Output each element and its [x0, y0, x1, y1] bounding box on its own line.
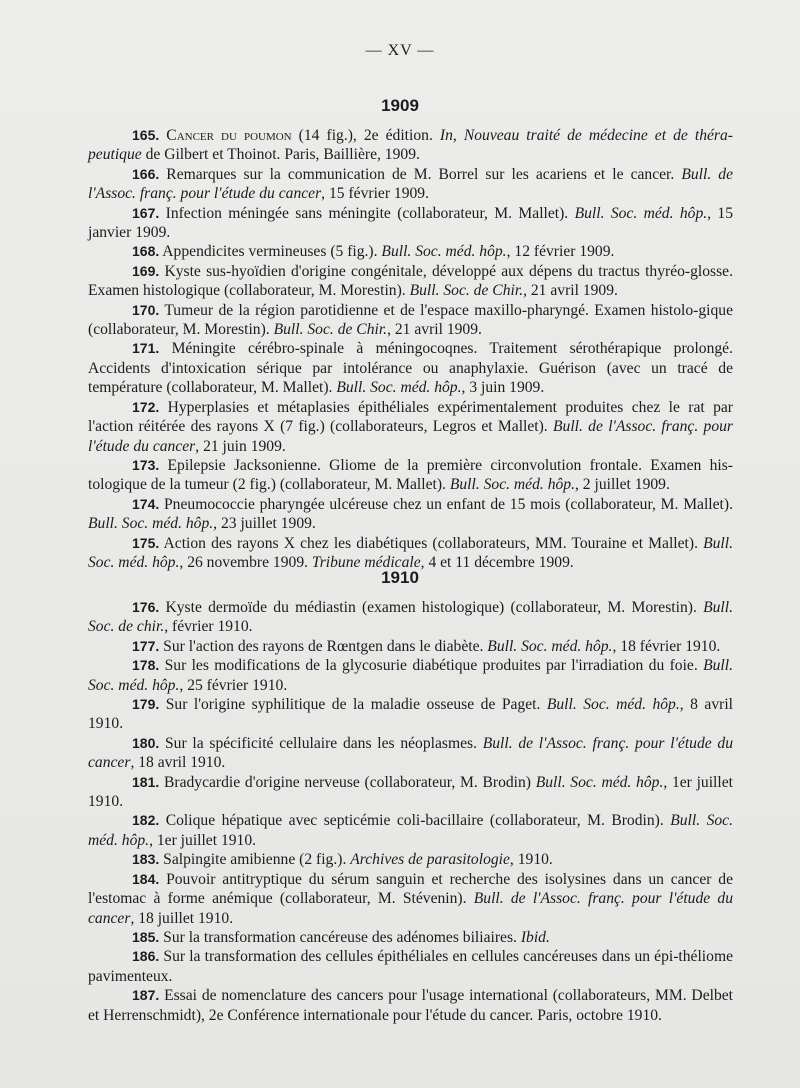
bibliography-entry: [88, 126, 733, 165]
entry-text: , 12 février 1909.: [506, 243, 615, 261]
entry-text: Action des rayons X chez les diabétiques (collaborateurs, MM. Touraine et Mallet).: [163, 534, 704, 552]
entry-number: 187.: [132, 987, 160, 1004]
journal-title: Bull. Soc. méd. hôp.: [336, 379, 462, 397]
bibliography-entry: [88, 534, 733, 573]
journal-title: Bull. de l'Assoc. franç. pour l'étude du cancer: [88, 165, 733, 203]
journal-title: Bull. Soc. méd. hôp.: [381, 243, 507, 261]
entry-number: 169.: [132, 262, 160, 279]
year-heading-1910: 1910: [381, 568, 419, 587]
entry-number: 181.: [132, 773, 160, 790]
entry-text: Infection méningée sans méningite (collaborateur, M. Mallet).: [165, 204, 575, 222]
bibliography-entry: [88, 165, 733, 204]
bibliography-entry: [88, 637, 733, 656]
entry-text: (14 fig.), 2e édition.: [291, 127, 440, 144]
journal-title: Bull. Soc. méd. hôp.: [546, 696, 680, 714]
bibliography-entry: [88, 947, 733, 986]
entry-text: , 4 et 11 décembre 1909.: [420, 553, 574, 571]
entry-text: Tumeur de la région parotidienne et de l'espace maxillo-pharyngé. Examen histolo-gique (collaborateur, M. Morestin).: [88, 301, 733, 339]
journal-title: Bull. Soc. méd. hôp.: [487, 637, 613, 655]
entry-number: 167.: [132, 204, 160, 221]
bibliography-entry: [88, 928, 733, 947]
entry-text: , 15 février 1909.: [321, 185, 429, 203]
bibliography-entry: [88, 242, 733, 261]
entry-text: Sur la spécificité cellulaire dans les néoplasmes.: [165, 734, 483, 752]
entry-text: Bradycardie d'origine nerveuse (collaborateur, M. Brodin): [163, 773, 536, 791]
bibliography-entry: [88, 398, 733, 456]
entry-text: , 21 avril 1909.: [523, 282, 618, 300]
entry-text: Sur l'origine syphilitique de la maladie osseuse de Paget.: [165, 696, 547, 714]
journal-title: Bull. Soc. de Chir.: [273, 321, 388, 339]
entries-1909: [88, 126, 733, 572]
entry-number: 178.: [132, 657, 160, 674]
entry-text: Sur l'action des rayons de Rœntgen dans le diabète.: [163, 637, 488, 655]
entry-text: Appendicites vermineuses (5 fig.).: [162, 243, 382, 261]
bibliography-entry: [88, 734, 733, 773]
bibliography-entry: [88, 850, 733, 869]
entry-number: 177.: [132, 637, 160, 654]
journal-title: Tribune médicale: [311, 553, 421, 571]
entry-number: 172.: [132, 398, 160, 415]
journal-title: Bull. Soc. méd. hôp.: [88, 657, 733, 694]
entry-number: 175.: [132, 534, 160, 551]
bibliography-entry: [88, 870, 733, 928]
journal-title: In, Nouveau traité de médecine et de théra-peutique: [88, 127, 733, 164]
entry-text: Remarques sur la communication de M. Borrel sur les acariens et le cancer.: [166, 165, 682, 183]
journal-title: Bull. Soc. méd. hôp.: [88, 515, 214, 533]
entry-text: , 21 avril 1909.: [387, 321, 482, 339]
entry-text: de Gilbert et Thoinot. Paris, Baillière, 1909.: [141, 146, 420, 164]
entry-text: Salpingite amibienne (2 fig.).: [163, 851, 351, 869]
entry-text: Kyste dermoïde du médiastin (examen histologique) (collaborateur, M. Morestin).: [165, 599, 704, 616]
entry-number: 174.: [132, 495, 160, 512]
entry-text: Méningite cérébro-spinale à méningocoqnes. Traitement sérothérapique prolongé. Accidents d'intoxication sérique par intolérance ou anaphylaxie. Guérison (avec un tracé de température (collaborateur, M. Mallet).: [88, 340, 733, 397]
journal-title: Bull. Soc. méd. hôp.: [88, 812, 733, 849]
entry-text: , 1er juillet 1910.: [88, 773, 733, 811]
entry-number: 176.: [132, 599, 160, 615]
entry-number: 183.: [132, 851, 160, 868]
entry-text: Sur la transformation cancéreuse des adénomes biliaires.: [163, 928, 521, 946]
entry-number: 166.: [132, 165, 160, 182]
entry-text: , 8 avril 1910.: [88, 696, 733, 733]
year-heading-1909: 1909: [381, 96, 419, 115]
journal-title: Bull. de l'Assoc. franç. pour l'étude du cancer: [88, 418, 733, 455]
entry-number: 182.: [132, 812, 160, 829]
journal-title: Bull. Soc. de Chir.: [409, 282, 524, 300]
bibliography-entry: [88, 773, 733, 812]
journal-title: Bull. Soc. méd. hôp.: [535, 773, 664, 791]
entry-text: Pneumococcie pharyngée ulcéreuse chez un enfant de 15 mois (collaborateur, M. Mallet).: [164, 495, 733, 513]
entry-text: , 1er juillet 1910.: [149, 831, 257, 849]
entry-text: Essai de nomenclature des cancers pour l'usage international (collaborateurs, MM. Delbet et Herrenschmidt), 2e Conférence internationale pour l'étude du cancer. Paris, octobre 1910.: [88, 987, 733, 1024]
page-number: — XV —: [365, 42, 435, 59]
entry-text: Pouvoir antitryptique du sérum sanguin et recherche des isolysines dans un cancer de l'estomac à forme anémique (collaborateur, M. Stévenin).: [88, 870, 733, 908]
entry-number: 165.: [132, 127, 160, 143]
entry-number: 173.: [132, 456, 160, 473]
bibliography-entry: [88, 339, 733, 397]
entry-text: , 2 juillet 1909.: [575, 476, 670, 494]
entry-text: Kyste sus-hyoïdien d'origine congénitale, développé aux dépens du tractus thyréo-glosse. Examen histologique (collaborateur, M. Morestin).: [88, 262, 733, 300]
entry-text: , 18 avril 1910.: [130, 754, 226, 772]
journal-title: Ibid.: [520, 928, 550, 946]
entry-text: , 18 février 1910.: [612, 637, 721, 655]
entry-text: Hyperplasies et métaplasies épithéliales expérimentalement produites chez le rat par l'action réitérée des rayons X (7 fig.) (collaborateurs, Legros et Mallet).: [88, 398, 733, 436]
entry-text: , 18 juillet 1910.: [130, 909, 234, 927]
journal-title: Bull. Soc. méd. hôp.: [449, 476, 575, 494]
journal-title: Bull. Soc. méd. hôp.: [574, 204, 708, 222]
bibliography-entry: [88, 495, 733, 534]
entry-number: 186.: [132, 948, 160, 965]
bibliography-entry: [88, 695, 733, 734]
bibliography-entry: [88, 598, 733, 637]
entries-1910: [88, 598, 733, 1025]
entry-text: , 21 juin 1909.: [195, 437, 286, 455]
entry-text: Epilepsie Jacksonienne. Gliome de la première circonvolution frontale. Examen his-tologique de la tumeur (2 fig.) (collaborateur, M. Mallet).: [88, 456, 733, 494]
entry-number: 180.: [132, 734, 160, 751]
bibliography-entry: [88, 262, 733, 301]
journal-title: Bull. de l'Assoc. franç. pour l'étude du cancer: [88, 734, 733, 772]
journal-title: Bull. de l'Assoc. franç. pour l'étude du cancer: [88, 890, 733, 927]
entry-text: , 23 juillet 1909.: [213, 515, 316, 533]
bibliography-entry: [88, 656, 733, 695]
entry-text: , 25 février 1910.: [179, 676, 288, 694]
entry-text: Sur les modifications de la glycosurie diabétique produites par l'irradiation du foie.: [164, 657, 704, 675]
journal-title: Bull. Soc. de chir.: [88, 599, 733, 636]
entry-text: , 15 janvier 1909.: [88, 204, 733, 242]
journal-title: Archives de parasitologie: [350, 851, 510, 869]
bibliography-entry: [88, 456, 733, 495]
entry-text: , février 1910.: [164, 618, 253, 636]
entry-number: 184.: [132, 870, 160, 887]
entry-number: 185.: [132, 928, 160, 945]
entry-text: , 3 juin 1909.: [461, 379, 545, 397]
entry-text: Sur la transformation des cellules épithéliales en cellules cancéreuses dans un épi-théliome pavimenteux.: [88, 948, 733, 985]
entry-number: 171.: [132, 340, 160, 357]
bibliography-entry: [88, 204, 733, 243]
entry-number: 168.: [132, 243, 160, 260]
bibliography-entry: [88, 301, 733, 340]
work-title: Cancer du poumon: [166, 127, 292, 144]
bibliography-entry: [88, 986, 733, 1025]
bibliography-entry: [88, 811, 733, 850]
entry-text: , 1910.: [509, 851, 553, 869]
entry-number: 170.: [132, 301, 160, 318]
entry-text: Colique hépatique avec septicémie coli-bacillaire (collaborateur, M. Brodin).: [165, 812, 671, 830]
entry-text: , 26 novembre 1909.: [179, 553, 312, 571]
journal-title: Bull. Soc. méd. hôp.: [88, 534, 733, 571]
entry-number: 179.: [132, 696, 160, 713]
